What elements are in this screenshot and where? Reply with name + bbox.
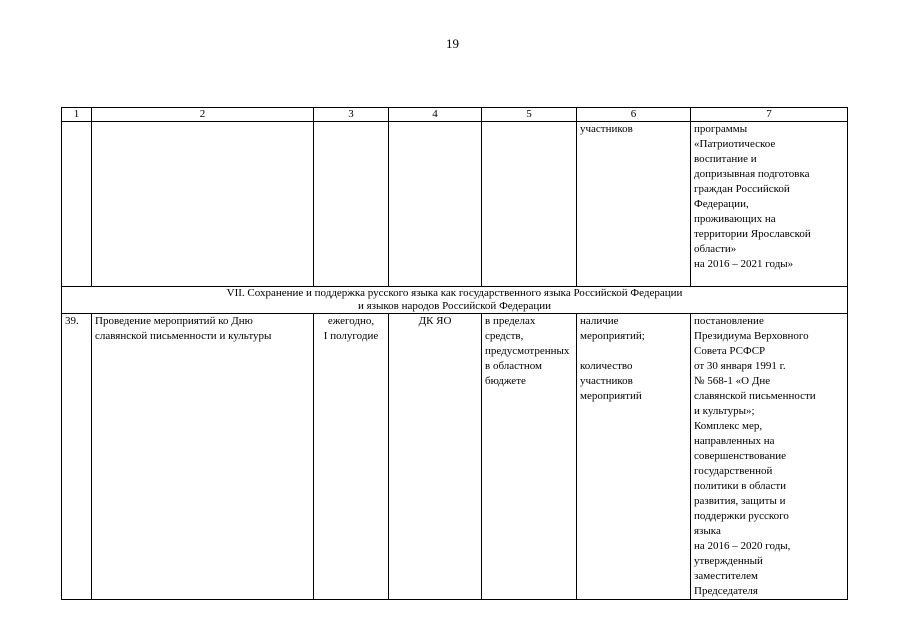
table-cell: программы «Патриотическое воспитание и допризывная подготовка граждан Российской Федерации, проживающих на территории Ярославской области» на 2016 – 2021 годы» — [691, 122, 848, 287]
table-cell: участников — [577, 122, 691, 287]
table-row-continued — [62, 122, 848, 287]
column-header: 6 — [577, 108, 691, 122]
column-header: 7 — [691, 108, 848, 122]
row-number: 39. — [62, 314, 92, 600]
column-header: 3 — [314, 108, 389, 122]
page-number: 19 — [446, 36, 459, 51]
section-row — [62, 287, 848, 314]
column-header: 1 — [62, 108, 92, 122]
table-cell — [482, 122, 577, 287]
indicators: наличие мероприятий; количество участников мероприятий — [577, 314, 691, 600]
column-header: 5 — [482, 108, 577, 122]
column-header: 2 — [92, 108, 314, 122]
section-title: VII. Сохранение и поддержка русского языка как государственного языка Российской Федерации и языков народов Российской Федерации — [62, 287, 848, 314]
table-cell — [389, 122, 482, 287]
funding: в пределах средств, предусмотренных в областном бюджете — [482, 314, 577, 600]
table-header-row — [62, 108, 848, 122]
legal-basis: постановление Президиума Верховного Совета РСФСР от 30 января 1991 г. № 568-1 «О Дне славянской письменности и культуры»; Комплекс мер, направленных на совершенствование государственной политики в области развития, защиты и поддержки русского языка на 2016 – 2020 годы, утвержденный заместителем Председателя — [691, 314, 848, 600]
responsible: ДК ЯО — [389, 314, 482, 600]
table-cell — [92, 122, 314, 287]
column-header: 4 — [389, 108, 482, 122]
event-period: ежегодно, I полугодие — [314, 314, 389, 600]
table-row-39 — [62, 314, 848, 600]
table-cell — [314, 122, 389, 287]
event-name: Проведение мероприятий ко Дню славянской письменности и культуры — [92, 314, 314, 600]
table-cell — [62, 122, 92, 287]
program-table — [61, 107, 848, 600]
